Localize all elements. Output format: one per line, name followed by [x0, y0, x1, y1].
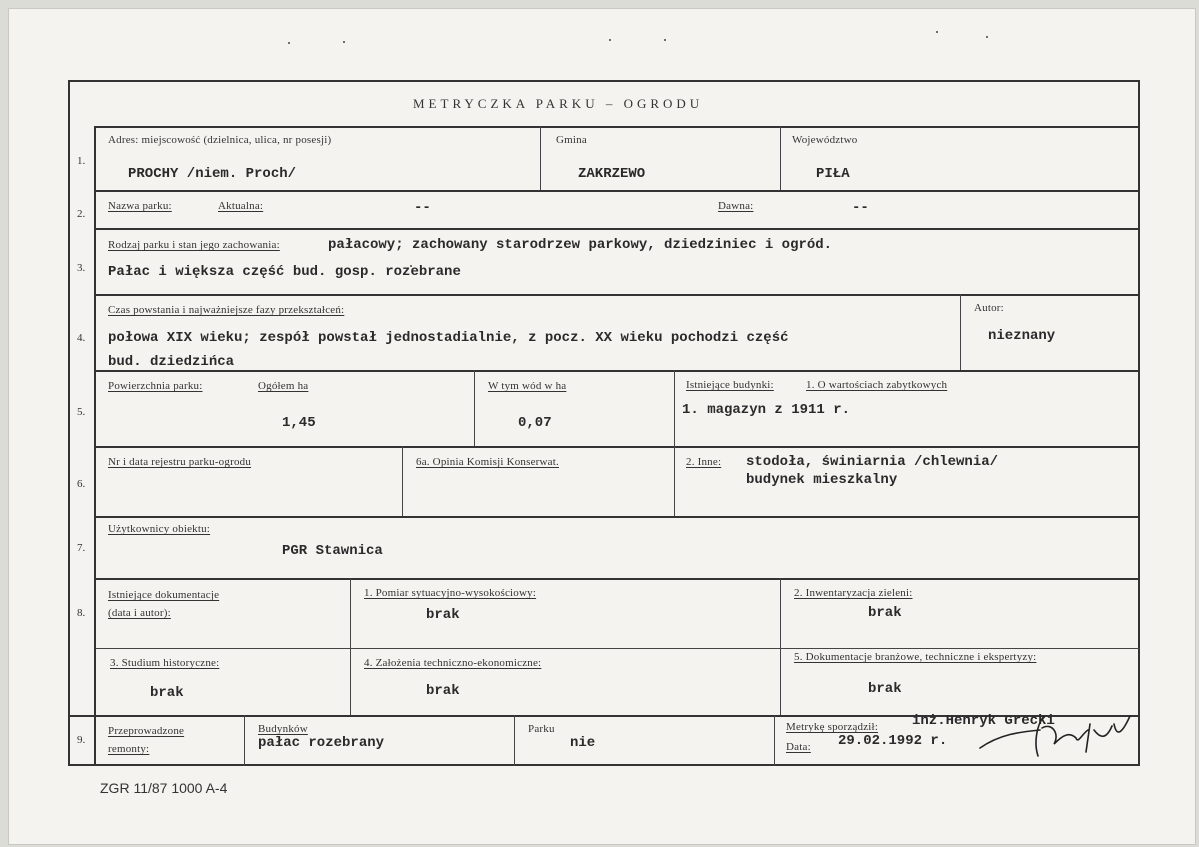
signature-image	[960, 704, 1140, 764]
origin-value-line-1: połowa XIX wieku; zespół powstał jednostadialnie, z pocz. XX wieku pochodzi część	[108, 330, 789, 346]
register-label: Nr i data rejestru parku-ogrodu	[108, 456, 252, 468]
total-area-label: Ogółem ha	[258, 380, 309, 392]
row-number-7: 7.	[77, 542, 86, 554]
buildings-label: Istniejące budynki:	[686, 379, 774, 391]
park-type-value-line-2: Pałac i większa część bud. gosp. rozebrane	[108, 264, 461, 280]
row-number-8: 8.	[77, 607, 86, 619]
former-name-value: --	[852, 200, 869, 216]
other-buildings-value-line-1: stodoła, świniarnia /chlewnia/	[746, 454, 999, 470]
date-value: 29.02.1992 r.	[838, 733, 948, 749]
address-value: PROCHY /niem. Proch/	[128, 166, 297, 182]
park-name-label: Nazwa parku:	[108, 200, 172, 212]
row-number-5: 5.	[77, 406, 86, 418]
row-number-3: 3.	[77, 262, 86, 274]
current-name-label: Aktualna:	[218, 200, 264, 212]
survey-value: brak	[426, 607, 460, 623]
branch-documentation-value: brak	[868, 681, 902, 697]
buildings-renovation-value: pałac rozebrany	[258, 735, 385, 751]
other-buildings-value-line-2: budynek mieszkalny	[746, 472, 898, 488]
documentation-label-line-2: (data i autor):	[108, 607, 171, 619]
park-renovation-value: nie	[570, 735, 596, 751]
park-type-label: Rodzaj parku i stan jego zachowania:	[108, 239, 280, 251]
author-label: Autor:	[974, 302, 1004, 314]
historic-buildings-value: 1. magazyn z 1911 r.	[682, 402, 851, 418]
water-area-label: W tym wód w ha	[488, 380, 567, 392]
row-number-9: 9.	[77, 734, 86, 746]
voivodeship-label: Województwo	[792, 134, 858, 146]
renovations-label-line-1: Przeprowadzone	[108, 725, 185, 737]
water-area-value: 0,07	[518, 415, 552, 431]
techno-economic-label: 4. Założenia techniczno-ekonomiczne:	[364, 657, 542, 669]
row-number-2: 2.	[77, 208, 86, 220]
former-name-label: Dawna:	[718, 200, 754, 212]
origin-label: Czas powstania i najważniejsze fazy przekształceń:	[108, 304, 345, 316]
commune-label: Gmina	[556, 134, 587, 146]
form-title: METRYCZKA PARKU – OGRODU	[413, 96, 704, 111]
form-code-footer: ZGR 11/87 1000 A-4	[100, 780, 228, 796]
total-area-value: 1,45	[282, 415, 316, 431]
park-renovation-label: Parku	[528, 723, 555, 735]
prepared-by-value: inż.Henryk Grecki	[912, 713, 1055, 729]
park-record-form	[68, 80, 1140, 766]
historical-study-label: 3. Studium historyczne:	[110, 657, 220, 669]
conservator-opinion-label: 6a. Opinia Komisji Konserwat.	[416, 456, 559, 468]
address-label: Adres: miejscowość (dzielnica, ulica, nr posesji)	[108, 134, 332, 146]
commune-value: ZAKRZEWO	[578, 166, 646, 182]
historical-study-value: brak	[150, 685, 184, 701]
other-buildings-label: 2. Inne:	[686, 456, 722, 468]
greenery-inventory-label: 2. Inwentaryzacja zieleni:	[794, 587, 913, 599]
current-name-value: --	[414, 200, 431, 216]
users-value: PGR Stawnica	[282, 543, 383, 559]
historic-buildings-label: 1. O wartościach zabytkowych	[806, 379, 948, 391]
origin-value-line-2: bud. dziedzińca	[108, 354, 235, 370]
voivodeship-value: PIŁA	[816, 166, 850, 182]
survey-label: 1. Pomiar sytuacyjno-wysokościowy:	[364, 587, 537, 599]
row-number-1: 1.	[77, 155, 86, 167]
techno-economic-value: brak	[426, 683, 460, 699]
renovations-label-line-2: remonty:	[108, 743, 150, 755]
users-label: Użytkownicy obiektu:	[108, 523, 211, 535]
date-label: Data:	[786, 741, 811, 753]
branch-documentation-label: 5. Dokumentacje branżowe, techniczne i ekspertyzy:	[794, 651, 1037, 663]
prepared-by-label: Metrykę sporządził:	[786, 721, 879, 733]
greenery-inventory-value: brak	[868, 605, 902, 621]
park-area-label: Powierzchnia parku:	[108, 380, 203, 392]
row-number-6: 6.	[77, 478, 86, 490]
documentation-label-line-1: Istniejące dokumentacje	[108, 589, 220, 601]
buildings-renovation-label: Budynków	[258, 723, 308, 735]
park-type-value-line-1: pałacowy; zachowany starodrzew parkowy, dziedziniec i ogród.	[328, 237, 833, 253]
author-value: nieznany	[988, 328, 1056, 344]
row-number-4: 4.	[77, 332, 86, 344]
